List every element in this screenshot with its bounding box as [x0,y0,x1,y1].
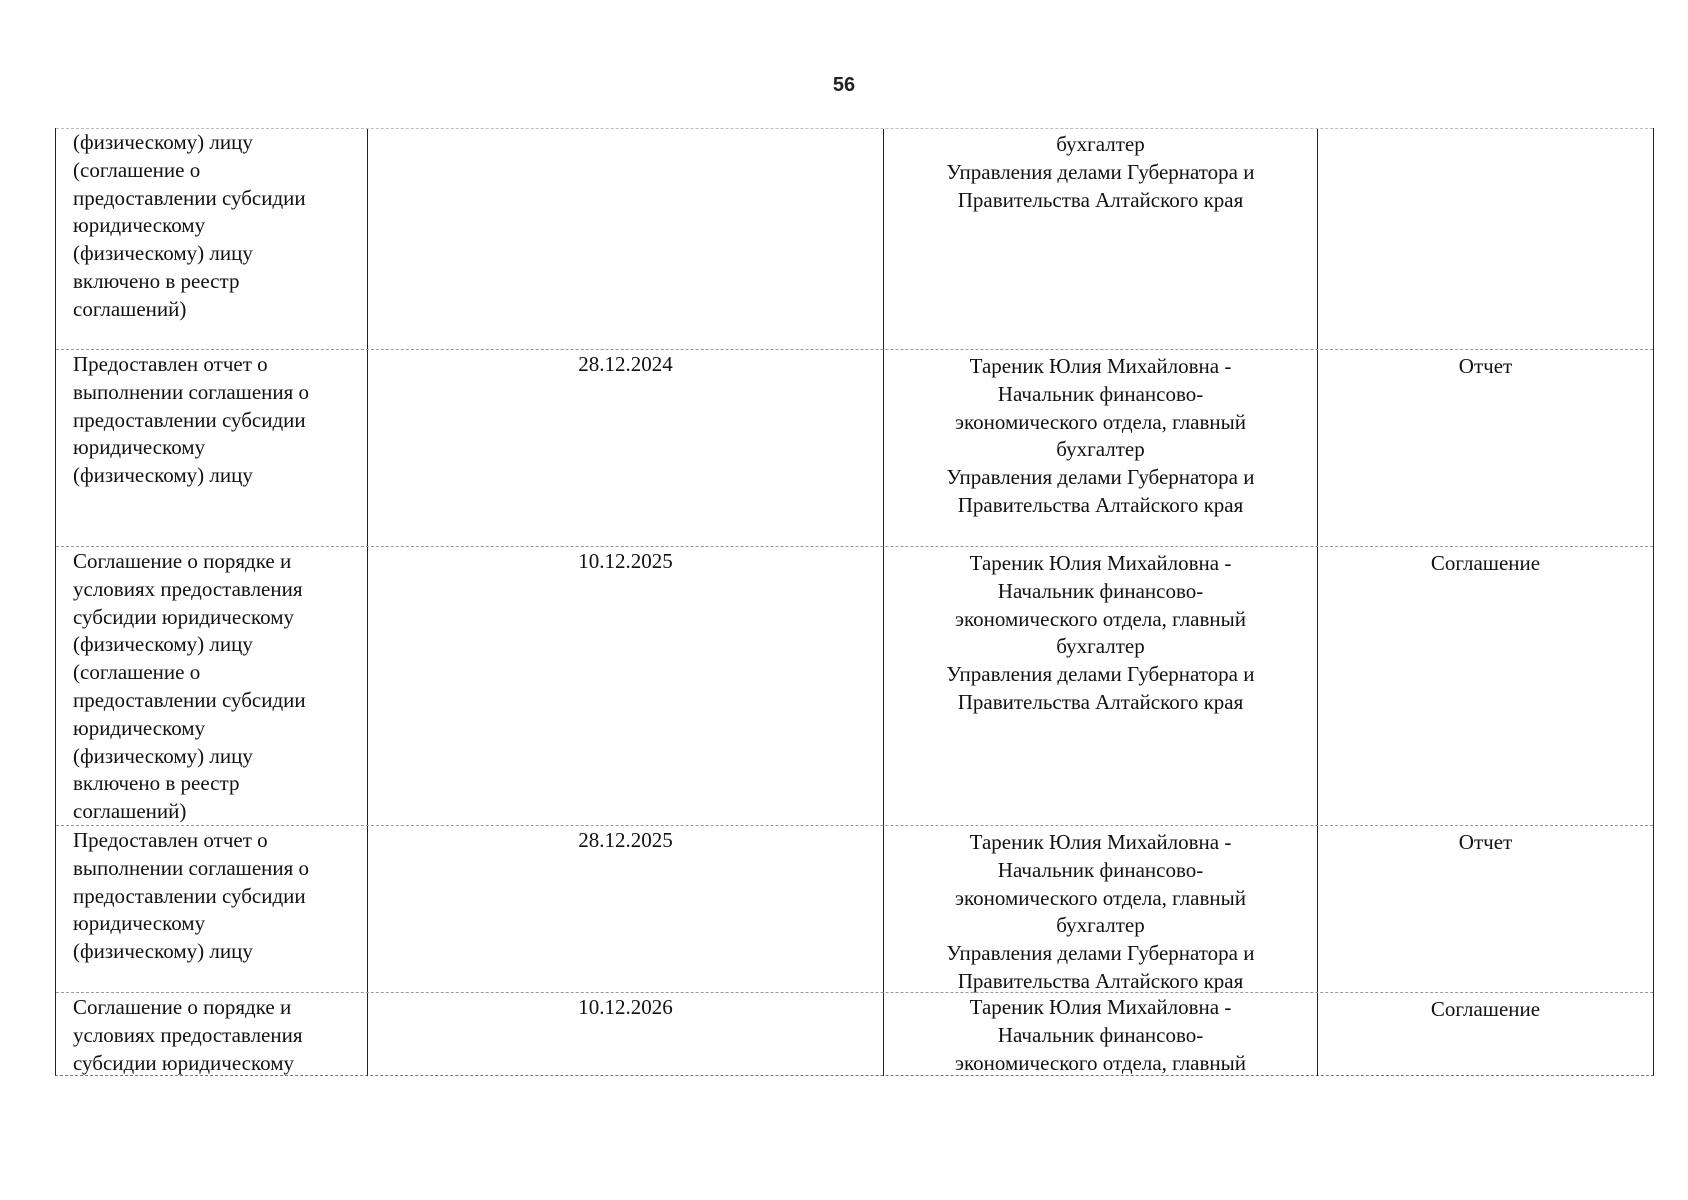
cell-date: 10.12.2026 [367,993,883,1076]
table-row [56,546,1653,826]
cell-date: 28.12.2024 [367,350,883,547]
cell-date: 10.12.2025 [367,547,883,826]
table-row [56,992,1653,1076]
cell-responsible: Тареник Юлия Михайловна - Начальник финансово- экономического отдела, главный бухгалтер Управления делами Губернатора и Правительства Алтайского края [883,826,1317,993]
cell-document: Отчет [1317,350,1653,547]
cell-document: Соглашение [1317,993,1653,1076]
cell-description: Соглашение о порядке и условиях предоставления субсидии юридическому [73,995,303,1075]
table-row [56,349,1653,547]
cell-responsible: Тареник Юлия Михайловна - Начальник финансово- экономического отдела, главный [883,993,1317,1076]
cell-description: Соглашение о порядке и условиях предоставления субсидии юридическому (физическому) лицу (соглашение о предоставлении субсидии юридическому (физическому) лицу включено в реестр соглашений) [73,549,306,824]
cell-responsible: Тареник Юлия Михайловна - Начальник финансово- экономического отдела, главный бухгалтер Управления делами Губернатора и Правительства Алтайского края [883,350,1317,547]
table-row [56,128,1653,350]
cell-document: Отчет [1317,826,1653,993]
cell-description: (физическому) лицу (соглашение о предоставлении субсидии юридическому (физическому) лицу включено в реестр соглашений) [73,130,306,321]
cell-responsible: Тареник Юлия Михайловна - Начальник финансово- экономического отдела, главный бухгалтер Управления делами Губернатора и Правительства Алтайского края [883,547,1317,826]
cell-description: Предоставлен отчет о выполнении соглашения о предоставлении субсидии юридическому (физическому) лицу [73,352,310,488]
cell-document [1317,129,1653,350]
cell-date [367,129,883,350]
cell-description: Предоставлен отчет о выполнении соглашения о предоставлении субсидии юридическому (физическому) лицу [73,828,310,964]
cell-date: 28.12.2025 [367,826,883,993]
cell-responsible: бухгалтер Управления делами Губернатора и Правительства Алтайского края [883,129,1317,350]
table-row [56,825,1653,993]
cell-document: Соглашение [1317,547,1653,826]
schedule-table [55,128,1654,1076]
page-number: 56 [832,74,856,96]
